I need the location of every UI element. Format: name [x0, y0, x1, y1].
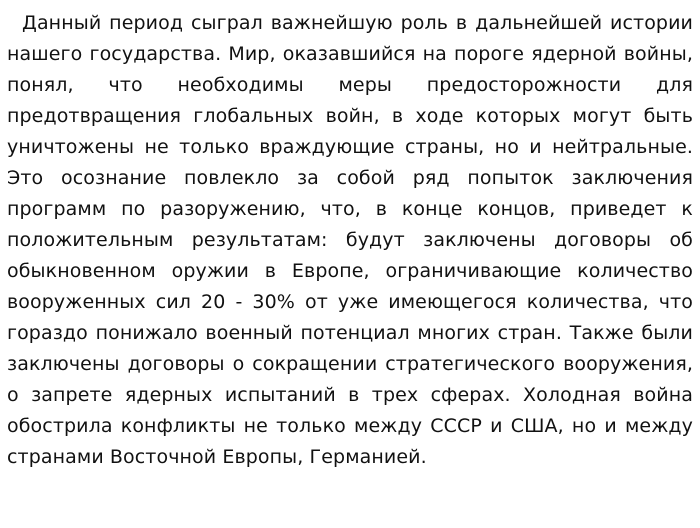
document-body: [7, 8, 693, 473]
paragraph-text: Данный период сыграл важнейшую роль в дальнейшей истории нашего государства. Мир, оказавшийся на пороге ядерной войны, понял, что необходимы меры предосторожности для предотвращения глобальных войн, в ходе которых могут быть уничтожены не только враждующие страны, но и нейтральные. Это осознание повлекло за собой ряд попыток заключения программ по разоружению, что, в конце концов, приведет к положительным результатам: будут заключены договоры об обыкновенном оружии в Европе, ограничивающие количество вооруженных сил 20 - 30% от уже имеющегося количества, что гораздо понижало военный потенциал многих стран. Также были заключены договоры о сокращении стратегического вооружения, о запрете ядерных испытаний в трех сферах. Холодная война обострила конфликты не только между СССР и США, но и между странами Восточной Европы, Германией.: [7, 12, 693, 468]
